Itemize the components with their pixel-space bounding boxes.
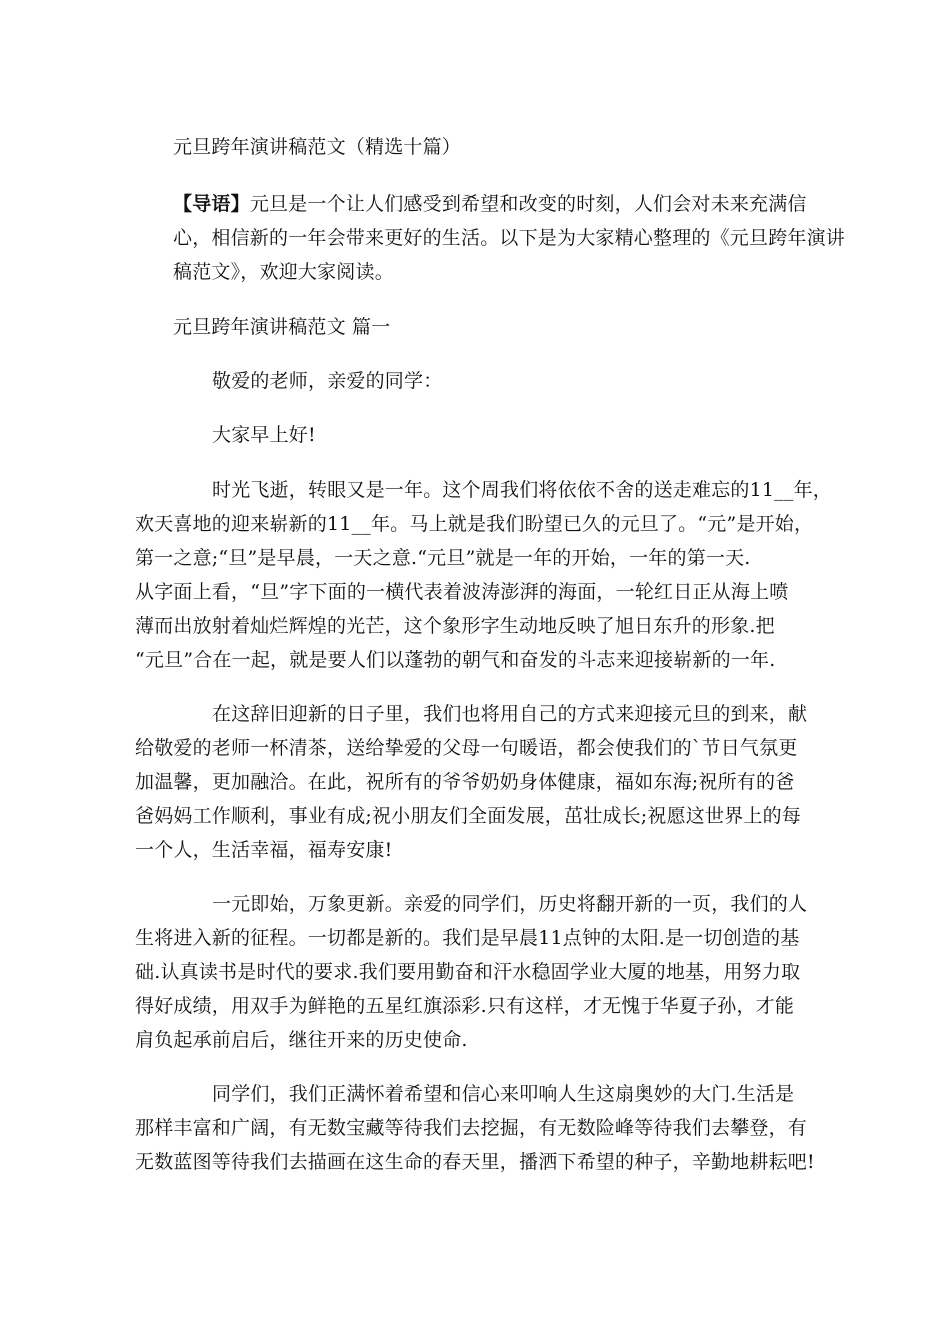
paragraph-4-line-3: 无数蓝图等待我们去描画在这生命的春天里，播洒下希望的种子，辛勤地耕耘吧! bbox=[135, 1151, 815, 1173]
paragraph-4-line-2: 那样丰富和广阔，有无数宝藏等待我们去挖掘，有无数险峰等待我们去攀登，有 bbox=[135, 1117, 808, 1139]
paragraph-1-line-3: 第一之意;“旦”是早晨，一天之意.“元旦”就是一年的开始，一年的第一天. bbox=[135, 547, 751, 569]
intro-text-1: 元旦是一个让人们感受到希望和改变的时刻，人们会对未来充满信 bbox=[249, 193, 807, 215]
intro-line-1 bbox=[173, 187, 807, 221]
section-heading: 元旦跨年演讲稿范文 篇一 bbox=[173, 316, 391, 338]
paragraph-3-line-5: 肩负起承前启后，继往开来的历史使命. bbox=[135, 1029, 468, 1051]
paragraph-4-line-1: 同学们，我们正满怀着希望和信心来叩响人生这扇奥妙的大门.生活是 bbox=[212, 1083, 795, 1105]
paragraph-1-line-6: “元旦”合在一起，就是要人们以蓬勃的朝气和奋发的斗志来迎接崭新的一年. bbox=[135, 649, 776, 671]
paragraph-3-line-1: 一元即始，万象更新。亲爱的同学们，历史将翻开新的一页，我们的人 bbox=[212, 893, 808, 915]
paragraph-3-line-3: 础.认真读书是时代的要求.我们要用勤奋和汗水稳固学业大厦的地基，用努力取 bbox=[135, 961, 801, 983]
paragraph-3-line-4: 得好成绩，用双手为鲜艳的五星红旗添彩.只有这样，才无愧于华夏子孙，才能 bbox=[135, 995, 795, 1017]
document-title: 元旦跨年演讲稿范文（精选十篇） bbox=[173, 136, 462, 158]
intro-line-3: 稿范文》，欢迎大家阅读。 bbox=[173, 261, 394, 283]
paragraph-2-line-3: 加温馨，更加融洽。在此，祝所有的爷爷奶奶身体健康，福如东海;祝所有的爸 bbox=[135, 771, 795, 793]
paragraph-1-line-2: 欢天喜地的迎来崭新的11__年。马上就是我们盼望已久的元旦了。“元”是开始， bbox=[135, 513, 814, 535]
paragraph-2-line-2: 给敬爱的老师一杯清茶，送给挚爱的父母一句暖语，都会使我们的`节日气氛更 bbox=[135, 737, 798, 759]
salutation: 敬爱的老师，亲爱的同学： bbox=[212, 370, 443, 392]
paragraph-2-line-1: 在这辞旧迎新的日子里，我们也将用自己的方式来迎接元旦的到来，献 bbox=[212, 703, 808, 725]
paragraph-1-line-1: 时光飞逝，转眼又是一年。这个周我们将依依不舍的送走难忘的11__年， bbox=[212, 479, 832, 501]
greeting: 大家早上好! bbox=[212, 424, 316, 446]
intro-label: 【导语】 bbox=[173, 193, 250, 215]
paragraph-1-line-4: 从字面上看，“旦”字下面的一横代表着波涛澎湃的海面，一轮红日正从海上喷 bbox=[135, 581, 789, 603]
paragraph-3-line-2: 生将进入新的征程。一切都是新的。我们是早晨11点钟的太阳.是一切创造的基 bbox=[135, 927, 800, 949]
intro-line-2: 心，相信新的一年会带来更好的生活。以下是为大家精心整理的《元旦跨年演讲 bbox=[173, 227, 846, 249]
paragraph-1-line-5: 薄而出放射着灿烂辉煌的光芒，这个象形字生动地反映了旭日东升的形象.把 bbox=[135, 615, 775, 637]
paragraph-2-line-4: 爸妈妈工作顺利，事业有成;祝小朋友们全面发展，茁壮成长;祝愿这世界上的每 bbox=[135, 805, 802, 827]
paragraph-2-line-5: 一个人，生活幸福，福寿安康! bbox=[135, 839, 393, 861]
